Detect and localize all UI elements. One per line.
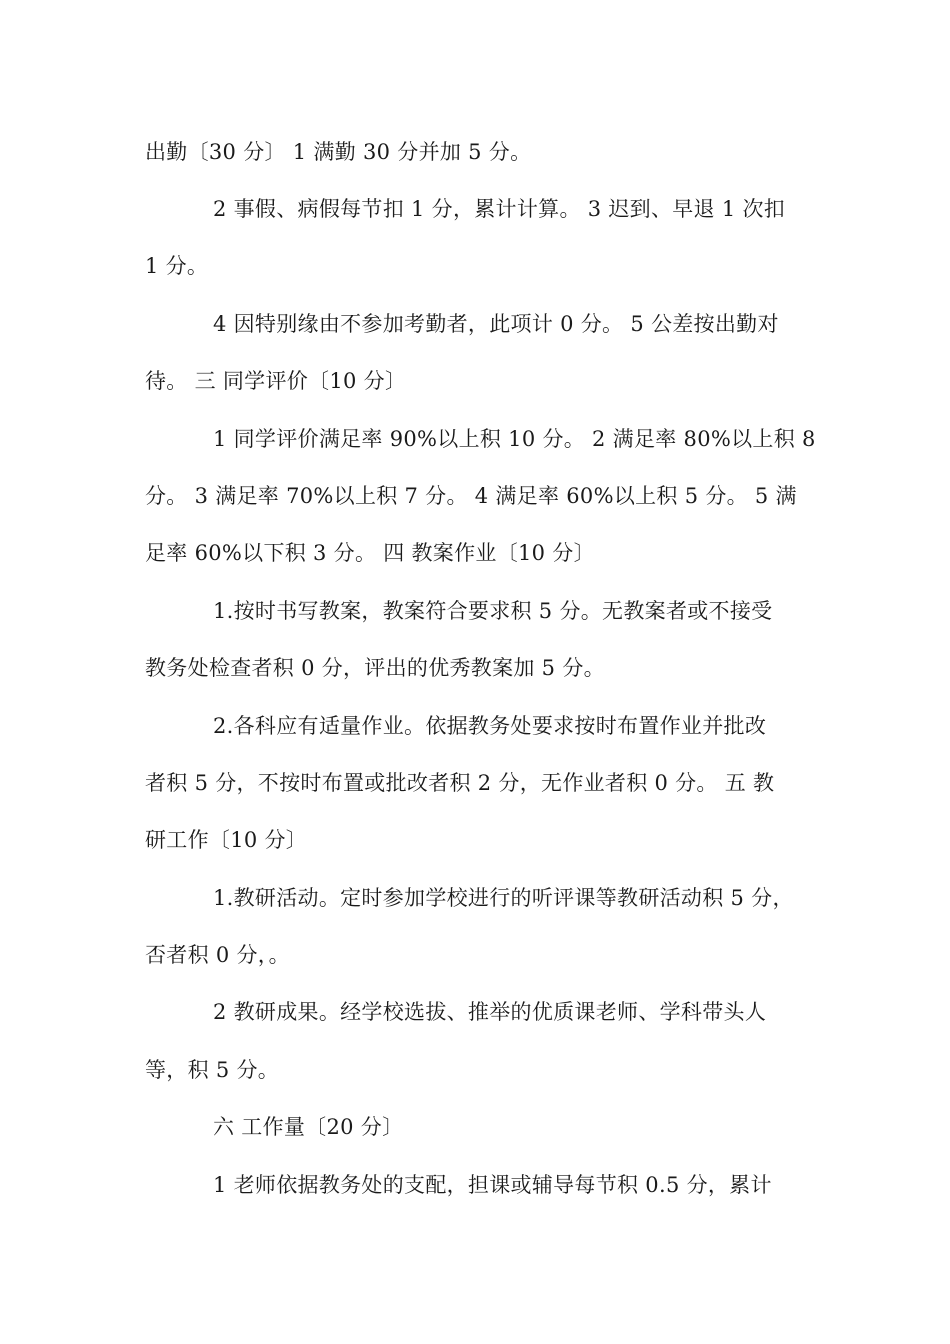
text-line: 1 同学评价满足率 90%以上积 10 分。 2 满足率 80%以上积 8 <box>213 427 816 451</box>
text-line: 待。 三 同学评价〔10 分〕 <box>145 369 407 393</box>
text-line: 者积 5 分，不按时布置或批改者积 2 分，无作业者积 0 分。 五 教 <box>145 771 775 795</box>
text-line: 出勤〔30 分〕 1 满勤 30 分并加 5 分。 <box>145 140 532 164</box>
section-heading: 六 工作量〔20 分〕 <box>213 1115 404 1139</box>
text-line: 2 事假、病假每节扣 1 分，累计计算。 3 迟到、早退 1 次扣 <box>213 197 786 221</box>
text-line: 否者积 0 分，。 <box>145 943 290 967</box>
text-line: 1 老师依据教务处的支配，担课或辅导每节积 0.5 分，累计 <box>213 1173 772 1197</box>
text-line: 分。 3 满足率 70%以上积 7 分。 4 满足率 60%以上积 5 分。 5 满 <box>145 484 797 508</box>
text-line: 等，积 5 分。 <box>145 1058 280 1082</box>
text-line: 教务处检查者积 0 分，评出的优秀教案加 5 分。 <box>145 656 605 680</box>
text-line: 研工作〔10 分〕 <box>145 828 308 852</box>
text-line: 1 分。 <box>145 254 209 278</box>
text-line: 4 因特别缘由不参加考勤者，此项计 0 分。 5 公差按出勤对 <box>213 312 779 336</box>
text-line: 2.各科应有适量作业。依据教务处要求按时布置作业并批改 <box>213 714 767 738</box>
text-line: 1.教研活动。定时参加学校进行的听评课等教研活动积 5 分， <box>213 886 794 910</box>
text-line: 足率 60%以下积 3 分。 四 教案作业〔10 分〕 <box>145 541 595 565</box>
text-line: 1.按时书写教案，教案符合要求积 5 分。无教案者或不接受 <box>213 599 773 623</box>
text-line: 2 教研成果。经学校选拔、推举的优质课老师、学科带头人 <box>213 1000 767 1024</box>
